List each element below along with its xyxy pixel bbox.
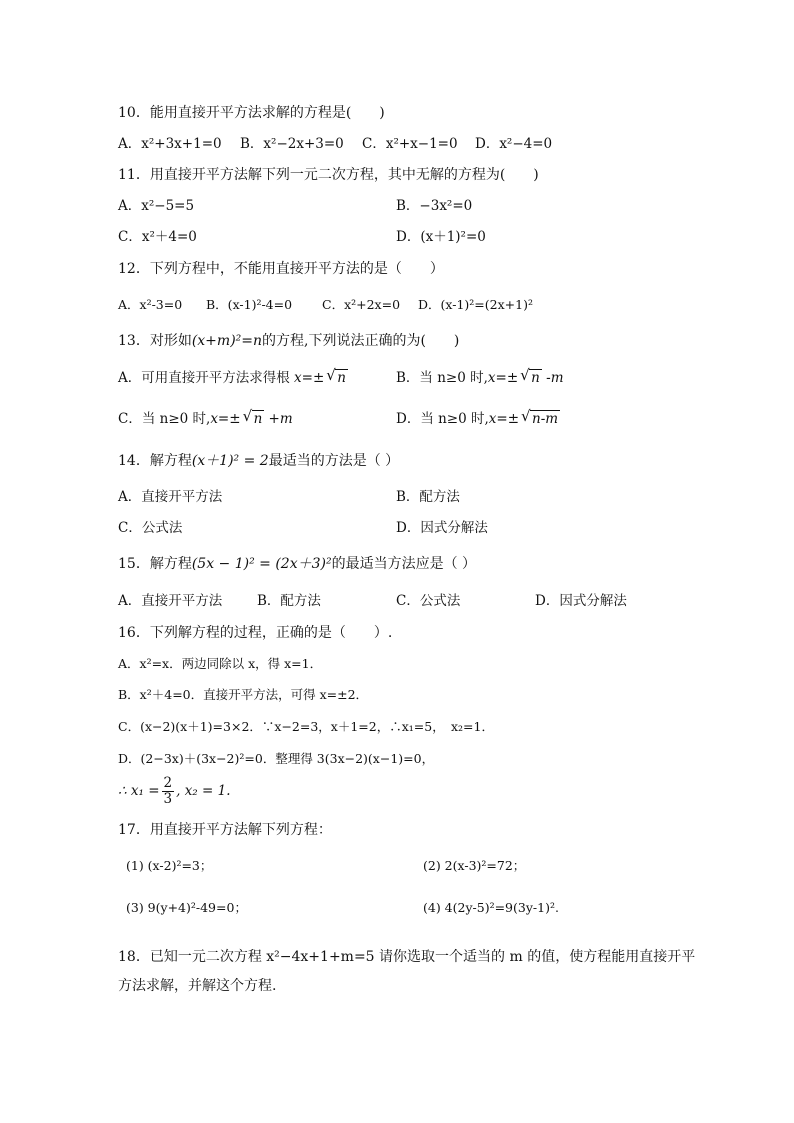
q12-option-b: B．(x-1)²-4=0 bbox=[206, 297, 293, 312]
q14-stem-equation: (x＋1)² = 2 bbox=[191, 453, 269, 469]
q11-option-c: C．x²＋4=0 bbox=[118, 229, 197, 245]
q12-option-d: D．(x-1)²=(2x+1)² bbox=[418, 297, 533, 312]
question-12-stem: 12．下列方程中，不能用直接开平方法的是（ ） bbox=[118, 261, 444, 277]
question-14-stem bbox=[118, 452, 399, 470]
question-16-stem: 16．下列解方程的过程，正确的是（ ）. bbox=[118, 625, 393, 641]
q13-c-text: C．当 n≥0 时, bbox=[118, 411, 211, 427]
q13-a-radicand: n bbox=[337, 370, 346, 386]
q14-option-b: B．配方法 bbox=[396, 489, 460, 505]
question-15-stem bbox=[118, 555, 476, 573]
q16-option-c: C．(x−2)(x＋1)=3×2．∵x−2=3，x＋1=2，∴x₁=5， x₂=1． bbox=[118, 719, 494, 734]
q15-option-c: C．公式法 bbox=[396, 593, 461, 609]
question-18-line-2: 方法求解，并解这个方程. bbox=[118, 978, 277, 994]
q13-option-b bbox=[396, 369, 564, 387]
q16-conclusion-prefix: ∴ x₁ = bbox=[118, 783, 160, 799]
q13-stem-prefix: 13．对形如 bbox=[118, 333, 192, 349]
q14-option-d: D．因式分解法 bbox=[396, 520, 488, 536]
q13-a-math: x=± bbox=[294, 370, 325, 386]
q11-option-b: B．−3x²=0 bbox=[396, 198, 473, 214]
q16-option-b: B．x²＋4=0．直接开平方法，可得 x=±2． bbox=[118, 687, 369, 702]
q16-option-d-conclusion bbox=[118, 776, 231, 807]
q13-option-a bbox=[118, 369, 348, 387]
q13-d-text: D．当 n≥0 时, bbox=[396, 411, 489, 427]
fraction-numerator: 2 bbox=[163, 775, 173, 791]
q13-d-math: x=± bbox=[488, 411, 520, 427]
q13-option-d bbox=[396, 410, 560, 428]
q10-option-d: D．x²−4=0 bbox=[475, 136, 553, 152]
q11-option-a: A．x²−5=5 bbox=[118, 198, 195, 214]
q13-a-text: A．可用直接开平方法求得根 bbox=[118, 370, 295, 386]
q13-b-math: x=± bbox=[487, 370, 519, 386]
q16-option-a: A．x²=x．两边同除以 x，得 x=1． bbox=[118, 656, 323, 671]
q13-stem-suffix: 的方程,下列说法正确的为( ) bbox=[262, 333, 460, 349]
q11-option-d: D．(x＋1)²=0 bbox=[396, 229, 486, 245]
q15-stem-suffix: 的最适当方法应是（ ） bbox=[331, 556, 477, 572]
q14-stem-suffix: 最适当的方法是（ ） bbox=[268, 453, 400, 469]
q10-option-b: B．x²−2x+3=0 bbox=[240, 136, 344, 152]
q17-item-1: (1) (x-2)²=3； bbox=[126, 858, 213, 873]
q13-c-sqrt bbox=[243, 410, 265, 428]
q17-item-3: (3) 9(y+4)²-49=0； bbox=[126, 900, 247, 915]
q12-option-c: C．x²+2x=0 bbox=[322, 297, 401, 312]
q17-item-2: (2) 2(x-3)²=72； bbox=[423, 858, 526, 873]
q14-option-a: A．直接开平方法 bbox=[118, 489, 223, 505]
q13-b-sqrt bbox=[520, 369, 542, 387]
q13-stem-equation: (x+m)²=n bbox=[191, 333, 263, 349]
fraction-two-thirds bbox=[162, 776, 175, 807]
q13-b-radicand: n bbox=[531, 370, 540, 386]
q13-d-sqrt bbox=[521, 410, 560, 428]
fraction-denominator: 3 bbox=[163, 791, 173, 807]
q15-option-d: D．因式分解法 bbox=[535, 593, 627, 609]
q15-stem-equation: (5x − 1)² = (2x＋3)² bbox=[191, 556, 332, 572]
q13-option-c bbox=[118, 410, 293, 428]
q14-option-c: C．公式法 bbox=[118, 520, 183, 536]
q10-option-a: A．x²+3x+1=0 bbox=[118, 136, 222, 152]
q13-c-radicand: n bbox=[253, 411, 263, 427]
q13-c-tail: +m bbox=[264, 411, 293, 427]
q10-option-c: C．x²+x−1=0 bbox=[362, 136, 458, 152]
q13-a-sqrt bbox=[326, 369, 348, 387]
question-11-stem: 11．用直接开平方法解下列一元二次方程，其中无解的方程为( ) bbox=[118, 167, 539, 183]
q13-b-text: B．当 n≥0 时, bbox=[396, 370, 488, 386]
q14-stem-prefix: 14．解方程 bbox=[118, 453, 192, 469]
q13-d-radicand: n-m bbox=[532, 411, 559, 427]
q13-b-tail: -m bbox=[541, 370, 564, 386]
q15-option-a: A．直接开平方法 bbox=[118, 593, 223, 609]
q12-option-a: A．x²-3=0 bbox=[118, 297, 183, 312]
q15-stem-prefix: 15．解方程 bbox=[118, 556, 192, 572]
q16-conclusion-suffix: , x₂ = 1. bbox=[176, 783, 231, 799]
question-17-stem: 17．用直接开平方法解下列方程： bbox=[118, 822, 332, 838]
question-13-stem bbox=[118, 332, 459, 350]
q16-option-d: D．(2−3x)＋(3x−2)²=0．整理得 3(3x−2)(x−1)=0， bbox=[118, 751, 435, 766]
q13-c-math: x=± bbox=[210, 411, 241, 427]
q17-item-4: (4) 4(2y-5)²=9(3y-1)². bbox=[423, 900, 559, 915]
question-10-stem: 10．能用直接开平方法求解的方程是( ) bbox=[118, 105, 385, 121]
q15-option-b: B．配方法 bbox=[257, 593, 321, 609]
question-18-line-1: 18．已知一元二次方程 x²−4x+1+m=5 请你选取一个适当的 m 的值，使方程能用直接开平 bbox=[118, 949, 696, 965]
